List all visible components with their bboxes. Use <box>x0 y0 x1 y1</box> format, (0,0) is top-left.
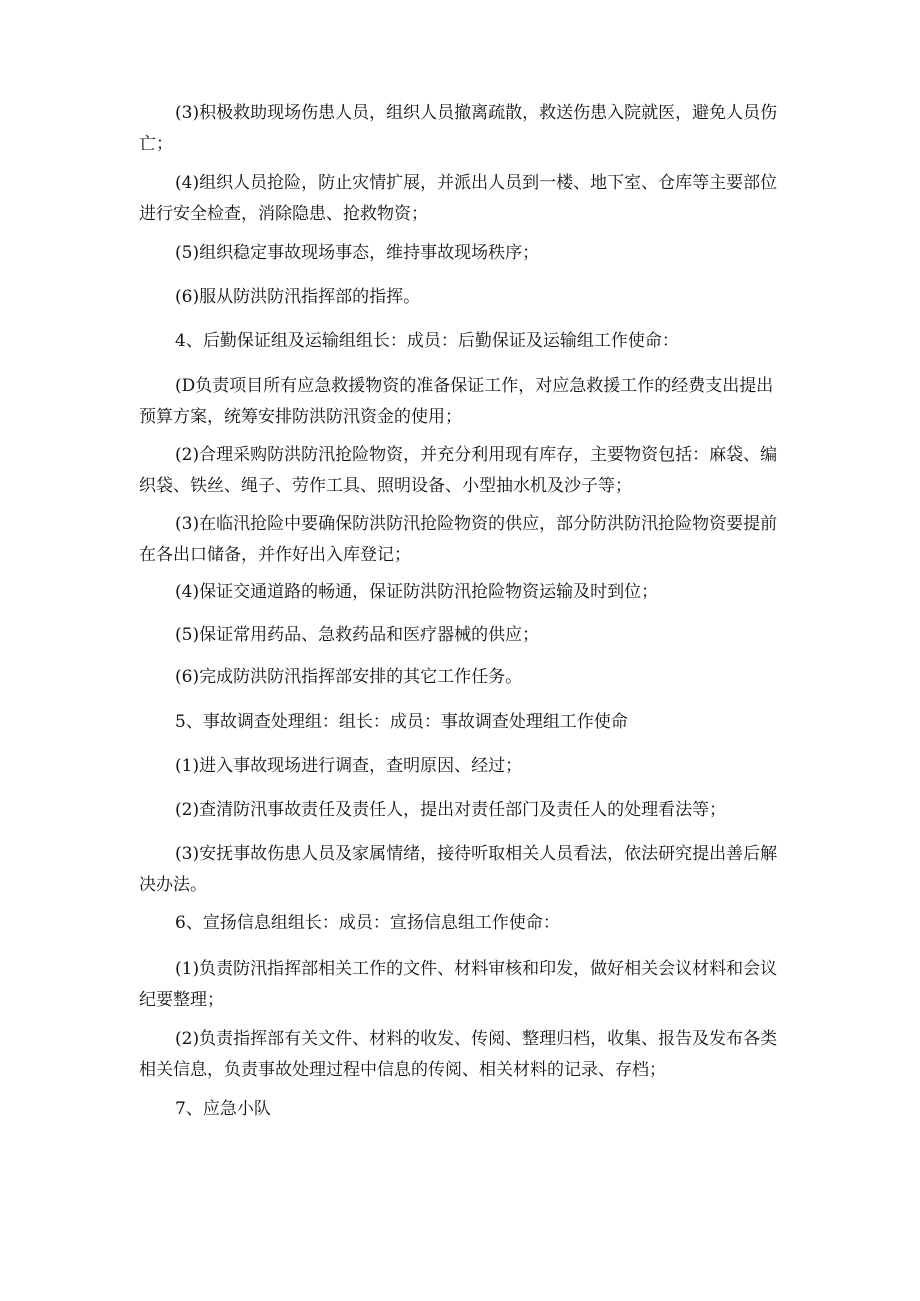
section-heading-logistics: 4、后勤保证组及运输组组长：成员：后勤保证及运输组工作使命： <box>175 331 679 351</box>
paragraph-medical-supplies: (5)保证常用药品、急救药品和医疗器械的供应； <box>175 625 540 645</box>
paragraph-logistics-materials: (D负责项目所有应急救援物资的准备保证工作，对应急救援工作的经费支出提出预算方案，统筹安排防洪防汛资金的使用； <box>139 376 774 427</box>
paragraph-information-handling: (2)负责指挥部有关文件、材料的收发、传阅、整理归档，收集、报告及发布各类相关信息，负责事故处理过程中信息的传阅、相关材料的记录、存档； <box>139 1029 778 1080</box>
section-heading-publicity: 6、宣扬信息组组长：成员：宣扬信息组工作使命： <box>175 913 560 933</box>
paragraph-rescue-casualties: (3)积极救助现场伤患人员，组织人员撤离疏散，救送伤患入院就医，避免人员伤亡； <box>139 103 778 154</box>
paragraph-transport: (4)保证交通道路的畅通，保证防洪防汛抢险物资运输及时到位； <box>175 582 659 602</box>
section-heading-emergency-team: 7、应急小队 <box>175 1099 271 1119</box>
paragraph-stabilize-scene: (5)组织稳定事故现场事态，维持事故现场秩序； <box>175 243 540 263</box>
paragraph-other-tasks: (6)完成防洪防汛指挥部安排的其它工作任务。 <box>175 667 523 687</box>
paragraph-responsibility: (2)查清防汛事故责任及责任人，提出对责任部门及责任人的处理看法等； <box>175 800 727 820</box>
paragraph-aftermath: (3)安抚事故伤患人员及家属情绪，接待听取相关人员看法，依法研究提出善后解决办法。 <box>139 844 778 895</box>
paragraph-documents-review: (1)负责防汛指挥部相关工作的文件、材料审核和印发，做好相关会议材料和会议纪要整理； <box>139 959 778 1010</box>
paragraph-rescue-operations: (4)组织人员抢险，防止灾情扩展，并派出人员到一楼、地下室、仓库等主要部位进行安全检查，消除隐患、抢救物资； <box>139 173 778 224</box>
paragraph-obey-command: (6)服从防洪防汛指挥部的指挥。 <box>175 287 421 307</box>
paragraph-procure-supplies: (2)合理采购防洪防汛抢险物资，并充分利用现有库存，主要物资包括：麻袋、编织袋、铁丝、绳子、劳作工具、照明设备、小型抽水机及沙子等； <box>139 445 778 496</box>
paragraph-ensure-supply: (3)在临汛抢险中要确保防洪防汛抢险物资的供应，部分防洪防汛抢险物资要提前在各出口储备，并作好出入库登记； <box>139 514 778 565</box>
paragraph-investigate-scene: (1)进入事故现场进行调查，查明原因、经过； <box>175 756 523 776</box>
section-heading-investigation: 5、事故调查处理组：组长：成员：事故调查处理组工作使命 <box>175 712 628 732</box>
